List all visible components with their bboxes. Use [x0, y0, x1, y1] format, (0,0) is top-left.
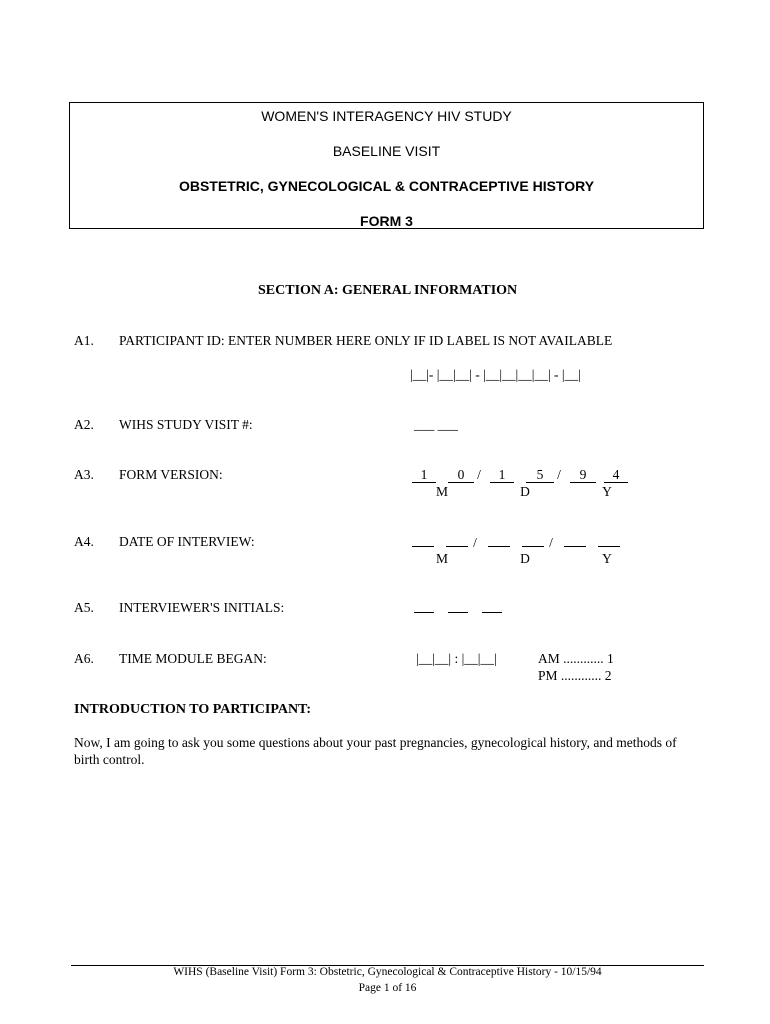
study-visit-field[interactable]: ___ ___	[414, 417, 458, 432]
item-a6-label: TIME MODULE BEGAN:	[119, 651, 267, 666]
intro-heading: INTRODUCTION TO PARTICIPANT:	[74, 702, 312, 717]
version-day-digit-1: 1	[490, 468, 514, 483]
version-month-label: M	[435, 484, 448, 499]
initial-blank-3[interactable]	[482, 600, 502, 613]
pm-option[interactable]: PM ............ 2	[538, 668, 612, 683]
intro-text-line-2: birth control.	[74, 752, 145, 767]
date-sep-1: /	[473, 535, 477, 550]
study-title: WOMEN'S INTERAGENCY HIV STUDY	[261, 108, 512, 124]
time-began-field[interactable]: |__|__| : |__|__|	[416, 651, 497, 666]
am-option[interactable]: AM ............ 1	[538, 651, 614, 666]
item-a2-number: A2.	[74, 417, 94, 432]
section-title: SECTION A: GENERAL INFORMATION	[258, 283, 518, 298]
version-day-digit-2: 5	[526, 468, 554, 483]
intro-text-line-1: Now, I am going to ask you some questions about your past pregnancies, gynecological history, and methods of	[74, 735, 677, 750]
interview-date-field[interactable]	[412, 534, 620, 551]
date-day-label: D	[520, 551, 530, 566]
initial-blank-1[interactable]	[414, 600, 434, 613]
interviewer-initials-field[interactable]	[414, 600, 502, 617]
form-header-box	[69, 102, 704, 229]
item-a5-label: INTERVIEWER'S INITIALS:	[119, 600, 285, 615]
date-month-blank-1[interactable]	[412, 534, 434, 547]
version-year-digit-2: 4	[604, 468, 628, 483]
date-day-blank-2[interactable]	[522, 534, 544, 547]
version-month-digit-2: 0	[448, 468, 474, 483]
initial-blank-2[interactable]	[448, 600, 468, 613]
date-day-blank-1[interactable]	[488, 534, 510, 547]
date-year-label: Y	[602, 551, 612, 566]
date-month-blank-2[interactable]	[446, 534, 468, 547]
date-sep-2: /	[549, 535, 553, 550]
footer-form-info: WIHS (Baseline Visit) Form 3: Obstetric, Gynecological & Contraceptive History - 10/15/94	[173, 966, 602, 978]
participant-id-field[interactable]: |__|- |__|__| - |__|__|__|__| - |__|	[410, 367, 581, 382]
footer-page-number: Page 1 of 16	[358, 982, 417, 994]
version-year-label: Y	[602, 484, 612, 499]
date-month-label: M	[435, 551, 448, 566]
item-a1-label: PARTICIPANT ID: ENTER NUMBER HERE ONLY IF ID LABEL IS NOT AVAILABLE	[119, 333, 613, 348]
form-version-field	[412, 467, 628, 483]
item-a5-number: A5.	[74, 600, 94, 615]
form-title: OBSTETRIC, GYNECOLOGICAL & CONTRACEPTIVE HISTORY	[178, 178, 595, 194]
item-a4-number: A4.	[74, 534, 94, 549]
item-a3-number: A3.	[74, 467, 94, 482]
item-a6-number: A6.	[74, 651, 94, 666]
visit-title: BASELINE VISIT	[332, 143, 441, 159]
item-a1-number: A1.	[74, 333, 94, 348]
date-year-blank-2[interactable]	[598, 534, 620, 547]
item-a2-label: WIHS STUDY VISIT #:	[119, 417, 253, 432]
version-sep-2: /	[557, 467, 561, 482]
version-sep-1: /	[477, 467, 481, 482]
item-a3-label: FORM VERSION:	[119, 467, 223, 482]
date-year-blank-1[interactable]	[564, 534, 586, 547]
item-a4-label: DATE OF INTERVIEW:	[119, 534, 255, 549]
form-number: FORM 3	[360, 213, 413, 229]
version-day-label: D	[520, 484, 530, 499]
version-year-digit-1: 9	[570, 468, 596, 483]
version-month-digit-1: 1	[412, 468, 436, 483]
